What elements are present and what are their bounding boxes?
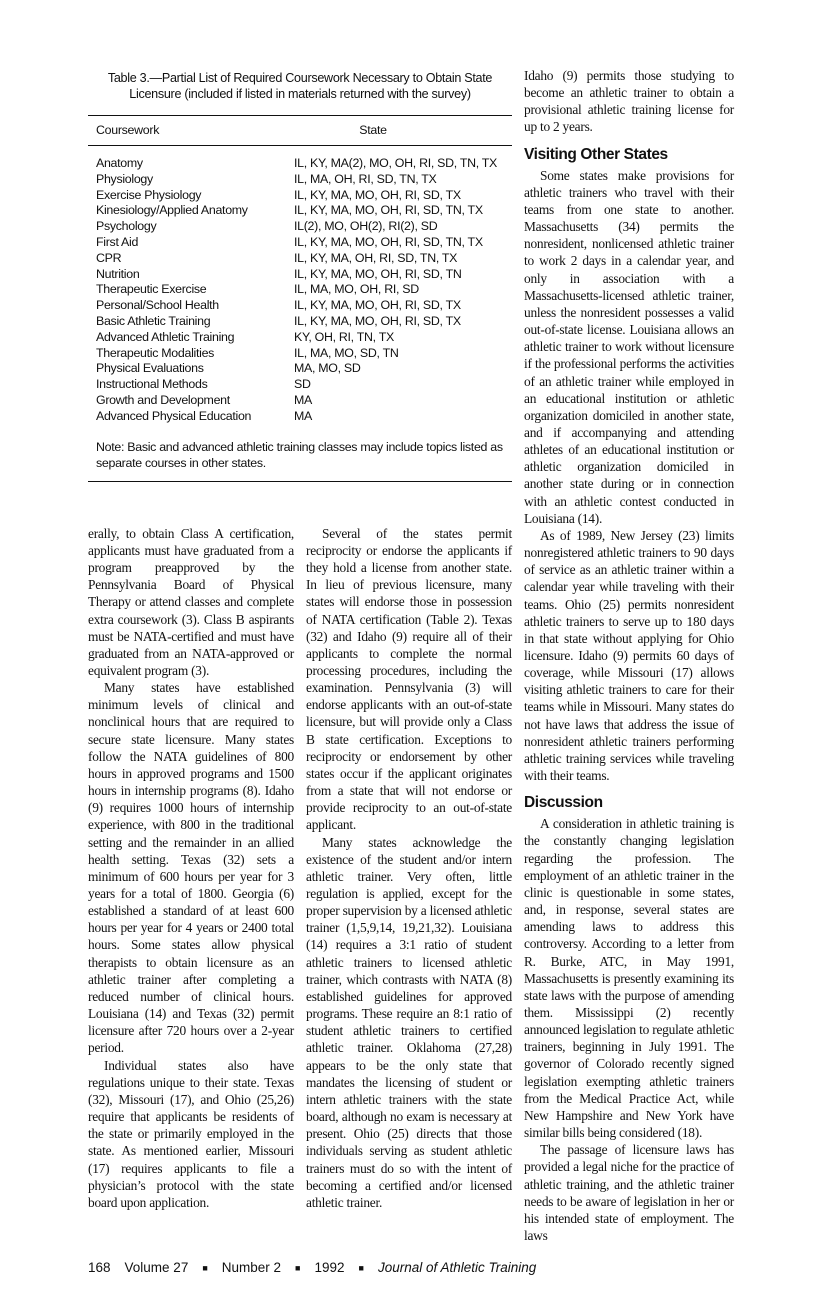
table-row xyxy=(96,314,512,330)
paragraph: As of 1989, New Jersey (23) limits nonregistered athletic trainers to 90 days of service as an athletic trainer within a calendar year while traveling with their teams. Ohio (25) permits nonresident athletic trainers to serve up to 180 days in that state without applying for Ohio licensure. Idaho (9) permits 60 days of coverage, while Missouri (17) allows visiting athletic trainers to care for their teams while in Missouri. Many states do not have laws that address the issue of nonresident athletic trainers performing athletic training services while traveling with their teams. xyxy=(524,527,734,784)
coursework-cell: Basic Athletic Training xyxy=(96,313,211,328)
table-note: Note: Basic and advanced athletic training classes may include topics listed as separate courses in other states. xyxy=(96,439,503,470)
table-caption: Table 3.—Partial List of Required Coursework Necessary to Obtain State Licensure (included if listed in materials returned with the survey) xyxy=(107,71,493,101)
table-body xyxy=(88,146,512,425)
coursework-cell: Advanced Athletic Training xyxy=(96,329,235,344)
table-row xyxy=(96,377,512,393)
state-cell: IL, MA, MO, OH, RI, SD xyxy=(294,282,419,297)
coursework-cell: Personal/School Health xyxy=(96,298,219,313)
coursework-cell: Psychology xyxy=(96,219,157,234)
header-coursework: Coursework xyxy=(96,123,160,137)
state-cell: IL, KY, MA, OH, RI, SD, TN, TX xyxy=(294,250,458,265)
table-row xyxy=(96,346,512,362)
state-cell: IL, KY, MA, MO, OH, RI, SD, TN xyxy=(294,266,462,281)
coursework-cell: Exercise Physiology xyxy=(96,187,202,202)
state-cell: MA xyxy=(294,392,312,407)
table-row xyxy=(96,188,512,204)
table-3 xyxy=(88,67,512,482)
separator-square-icon: ■ xyxy=(202,1262,208,1273)
paragraph: A consideration in athletic training is the constantly changing legislation regarding the profession. The employment of an athletic trainer in the clinic is questionable in some states, and, in response, several states are amending laws to address this controversy. According to a letter from R. Burke, ATC, in May 1991, Massachusetts is presently examining its state laws with the purpose of amending them. Mississippi (2) recently announced legislation to regulate athletic trainers, beginning in July 1991. The governor of Colorado recently signed legislation exempting athletic trainers from the Medical Practice Act, while New Hampshire and New York have similar bills being considered (18). xyxy=(524,816,734,1141)
table-bottom-rule xyxy=(88,481,512,482)
state-cell: MA xyxy=(294,408,312,423)
coursework-cell: Nutrition xyxy=(96,266,140,281)
table-row xyxy=(96,251,512,267)
table-row xyxy=(96,393,512,409)
coursework-cell: Physical Evaluations xyxy=(96,361,204,376)
paragraph: The passage of licensure laws has provided a legal niche for the practice of athletic training, and the athletic trainer needs to be aware of legislation in her or his intended state of employment. The laws xyxy=(524,1142,734,1243)
state-cell: IL, KY, MA, MO, OH, RI, SD, TN, TX xyxy=(294,234,483,249)
state-cell: IL, KY, MA, MO, OH, RI, SD, TN, TX xyxy=(294,203,483,218)
state-cell: IL, KY, MA, MO, OH, RI, SD, TX xyxy=(294,298,461,313)
page-footer xyxy=(88,1260,734,1275)
coursework-cell: Growth and Development xyxy=(96,392,230,407)
state-cell: IL, KY, MA, MO, OH, RI, SD, TX xyxy=(294,313,461,328)
table-row xyxy=(96,298,512,314)
table-row xyxy=(96,203,512,219)
section-heading-visiting: Visiting Other States xyxy=(524,145,668,163)
coursework-cell: Kinesiology/Applied Anatomy xyxy=(96,203,248,218)
paragraph: Several of the states permit reciprocity or endorse the applicants if they hold a license from another state. In lieu of previous licensure, many states will endorse those in possession of NATA certification (Table 2). Texas (32) and Idaho (9) require all of their applicants to complete the normal processing procedures, including the examination. Pennsylvania (3) will endorse applicants with an out-of-state licensure, but will provide only a Class B state certification. Exceptions to reciprocity or endorsement by other states occur if the applicant originates from a state that will not endorse or provide reciprocity to an out-of-state applicant. xyxy=(306,525,512,833)
column-1 xyxy=(88,525,294,1211)
table-row xyxy=(96,282,512,298)
table-row xyxy=(96,219,512,235)
coursework-cell: Therapeutic Exercise xyxy=(96,282,207,297)
paragraph: Idaho (9) permits those studying to become an athletic trainer to obtain a provisional athletic training license for up to 2 years. xyxy=(524,68,734,135)
paragraph: erally, to obtain Class A certification, applicants must have graduated from a program preapproved by the Pennsylvania Board of Physical Therapy or attend classes and complete extra coursework (3). Class B aspirants must be NATA-certified and must have graduated from an NATA-approved or equivalent program (3). xyxy=(88,525,294,678)
paragraph: Some states make provisions for athletic trainers who travel with their teams from one state to another. Massachusetts (34) permits the nonresident, nonlicensed athletic trainer to work 2 days in a calendar year, and only in association with a Massachusetts-licensed athletic trainer, unless the nonresident possesses a valid out-of-state license. Louisiana allows an athletic trainer to work without licensure if the professional performs the activities of an athletic trainer while employed in an educational institution or athletic organization domiciled in another state, and if accompanying and attending athletes of an educational institution or athletic organization domiciled in another state during or in connection with an athletic contest conducted in Louisiana (14). xyxy=(524,167,734,526)
table-row xyxy=(96,409,512,425)
table-row xyxy=(96,330,512,346)
paragraph: Individual states also have regulations unique to their state. Texas (32), Missouri (17), and Ohio (25,26) require that applicants be residents of the state or primarily employed in the state. As mentioned earlier, Missouri (17) requires applicants to file a physician’s protocol with the state board upon application. xyxy=(88,1057,294,1210)
table-row xyxy=(96,267,512,283)
paragraph: Many states acknowledge the existence of the student and/or intern athletic trainer. Very often, little regulation is applied, except for the proper supervision by a licensed athletic trainer (1,5,9,14, 19,21,32). Louisiana (14) requires a 3:1 ratio of student athletic trainers to licensed athletic trainer, which contrasts with NATA (8) established guidelines for approved programs. These require an 8:1 ratio of student athletic trainers to certified athletic trainer. Oklahoma (27,28) appears to be the only state that mandates the licensing of student or intern athletic trainers with the state board, although no exam is necessary at present. Ohio (25) directs that those individuals serving as student athletic trainers must do so with the intent of becoming a certified and/or licensed athletic trainer. xyxy=(306,834,512,1210)
table-row xyxy=(96,361,512,377)
table-header xyxy=(88,116,512,145)
state-cell: KY, OH, RI, TN, TX xyxy=(294,329,394,344)
state-cell: IL, MA, OH, RI, SD, TN, TX xyxy=(294,171,437,186)
coursework-cell: Instructional Methods xyxy=(96,377,208,392)
header-state: State xyxy=(359,123,387,137)
coursework-cell: Physiology xyxy=(96,171,153,186)
paragraph: Many states have established minimum levels of clinical and nonclinical hours that are required to secure state licensure. Many states follow the NATA guidelines of 800 hours in approved programs and 1500 hours in internship programs (8). Idaho (9) requires 1000 hours of internship experience, with 800 in the traditional setting and the remainder in an allied health setting. Texas (32) sets a minimum of 600 hours per year for 3 years for a total of 1800. Georgia (6) established a standard of at least 600 hours per year for 4 years or 2400 total hours. Some states allow physical therapists to obtain licensure as an athletic trainer after completing a reduced number of clinical hours. Louisiana (14) and Texas (32) permit licensure after 720 hours over a 2-year period. xyxy=(88,680,294,1056)
coursework-cell: CPR xyxy=(96,250,122,265)
state-cell: IL(2), MO, OH(2), RI(2), SD xyxy=(294,219,438,234)
separator-square-icon: ■ xyxy=(358,1262,364,1273)
table-row xyxy=(96,156,512,172)
coursework-cell: First Aid xyxy=(96,234,139,249)
state-cell: IL, KY, MA(2), MO, OH, RI, SD, TN, TX xyxy=(294,156,498,170)
coursework-cell: Therapeutic Modalities xyxy=(96,345,215,360)
table-row xyxy=(96,235,512,251)
page-number: 168 xyxy=(88,1260,111,1276)
year: 1992 xyxy=(314,1260,345,1276)
column-3 xyxy=(524,67,734,1244)
state-cell: SD xyxy=(294,377,311,392)
state-cell: MA, MO, SD xyxy=(294,361,361,376)
coursework-cell: Anatomy xyxy=(96,156,143,170)
separator-square-icon: ■ xyxy=(295,1262,301,1273)
state-cell: IL, KY, MA, MO, OH, RI, SD, TX xyxy=(294,187,461,202)
journal-name: Journal of Athletic Training xyxy=(377,1260,537,1276)
section-heading-discussion: Discussion xyxy=(524,794,603,812)
column-2 xyxy=(306,525,512,1211)
state-cell: IL, MA, MO, SD, TN xyxy=(294,345,399,360)
volume: Volume 27 xyxy=(124,1260,189,1276)
coursework-cell: Advanced Physical Education xyxy=(96,408,252,423)
table-row xyxy=(96,172,512,188)
issue-number: Number 2 xyxy=(221,1260,282,1276)
